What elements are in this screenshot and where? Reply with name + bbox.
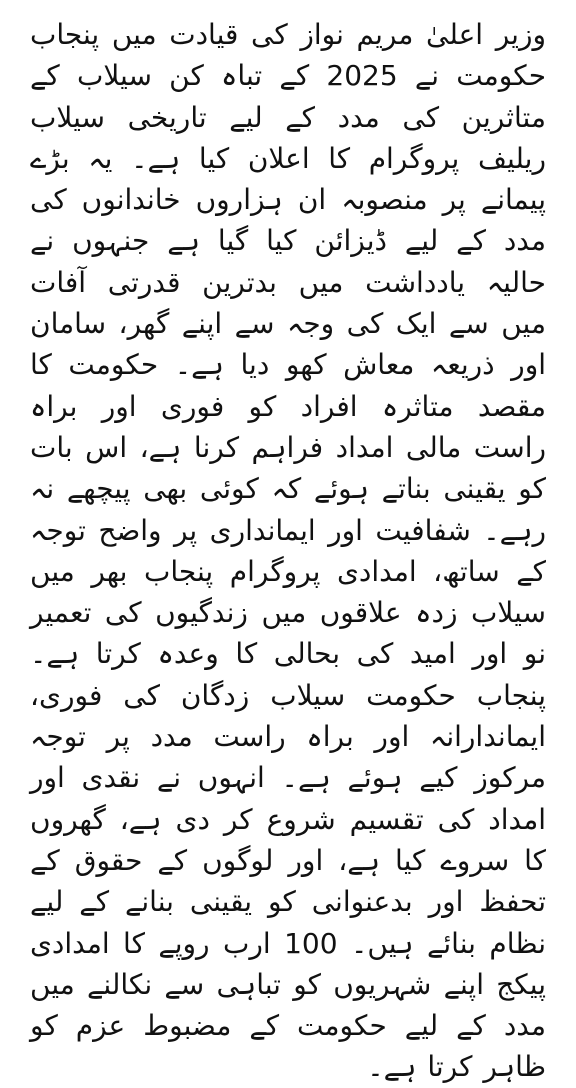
article-paragraph: وزیر اعلیٰ مریم نواز کی قیادت میں پنجاب حکومت نے 2025 کے تباہ کن سیلاب کے متاثرین کی مدد کے لیے تاریخی سیلاب ریلیف پروگرام کا اعلان کیا ہے۔ یہ بڑے پیمانے پر منصوبہ ان ہزاروں خاندانوں کی مدد کے لیے ڈیزائن کیا گیا ہے جنہوں نے حالیہ یادداشت میں بدترین قدرتی آفات میں سے ایک کی وجہ سے اپنے گھر، سامان اور ذریعہ معاش کھو دیا ہے۔ حکومت کا مقصد متاثرہ افراد کو فوری اور براہ راست مالی امداد فراہم کرنا ہے، اس بات کو یقینی بناتے ہوئے کہ کوئی بھی پیچھے نہ رہے۔ شفافیت اور ایمانداری پر واضح توجہ کے ساتھ، امدادی پروگرام پنجاب بھر میں سیلاب زدہ علاقوں میں زندگیوں کی تعمیر نو اور امید کی بحالی کا وعدہ کرتا ہے۔ پنجاب حکومت سیلاب زدگان کی فوری، ایماندارانہ اور براہ راست مدد پر توجہ مرکوز کیے ہوئے ہے۔ انہوں نے نقدی اور امداد کی تقسیم شروع کر دی ہے، گھروں کا سروے کیا ہے، اور لوگوں کے حقوق کے تحفظ اور بدعنوانی کو یقینی بنانے کے لیے نظام بنائے ہیں۔ 100 ارب روپے کا امدادی پیکج اپنے شہریوں کو تباہی سے نکالنے میں مدد کے لیے حکومت کے مضبوط عزم کو ظاہر کرتا ہے۔ [30, 18, 547, 1084]
